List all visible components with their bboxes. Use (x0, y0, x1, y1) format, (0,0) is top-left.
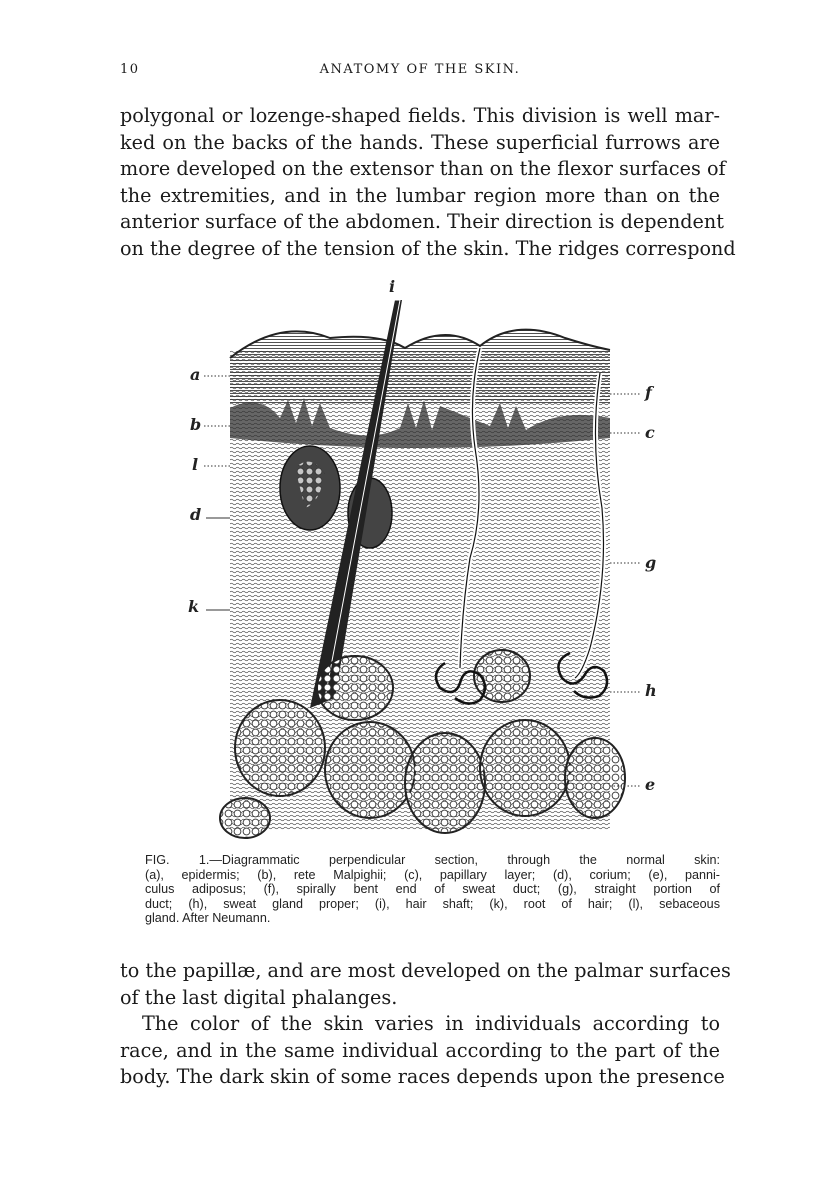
label-g: g (645, 553, 657, 572)
caption-line: FIG. 1.—Diagrammatic perpendicular section, through the normal skin: (145, 853, 720, 867)
page-header (120, 62, 720, 84)
text-line: race, and in the same individual according to the part of the (120, 1038, 720, 1062)
caption-line: (a), epidermis; (b), rete Malpighii; (c), papillary layer; (d), corium; (e), panni- (145, 867, 720, 882)
text-line: the extremities, and in the lumbar region more than on the (120, 183, 720, 207)
paragraph-2 (120, 958, 731, 1011)
figure-caption (145, 853, 720, 926)
label-h: h (645, 681, 657, 700)
label-i: i (389, 278, 396, 296)
label-f: f (645, 383, 652, 402)
text-line: anterior surface of the abdomen. Their direction is dependent (120, 210, 724, 233)
text-line: to the papillæ, and are most developed on the palmar surfaces (120, 959, 731, 982)
label-a: a (190, 365, 201, 384)
paragraph-1 (120, 103, 736, 262)
text-line: The color of the skin varies in individuals according to (142, 1012, 720, 1035)
running-title: ANATOMY OF THE SKIN. (319, 62, 521, 77)
text-line: polygonal or lozenge-shaped fields. This division is well mar- (120, 104, 720, 127)
label-k: k (188, 597, 200, 616)
caption-line: culus adiposus; (f), spirally bent end of sweat duct; (g), straight portion of (145, 882, 720, 897)
paragraph-3 (120, 1011, 725, 1091)
text-line: on the degree of the tension of the skin. The ridges correspond (120, 236, 736, 260)
label-c: c (645, 423, 655, 442)
label-d: d (190, 505, 202, 524)
label-b: b (190, 415, 202, 434)
text-line: body. The dark skin of some races depends upon the presence (120, 1065, 725, 1088)
skin-section-figure (170, 278, 670, 848)
label-e: e (645, 775, 656, 794)
text-line: of the last digital phalanges. (120, 985, 398, 1009)
page-number: 10 (120, 62, 140, 77)
label-l: l (192, 455, 199, 474)
text-line: ked on the backs of the hands. These superficial furrows are (120, 130, 720, 154)
text-line: more developed on the extensor than on the flexor surfaces of (120, 157, 726, 180)
caption-line: gland. After Neumann. (145, 911, 271, 926)
caption-line: duct; (h), sweat gland proper; (i), hair shaft; (k), root of hair; (l), sebaceous (145, 896, 720, 911)
